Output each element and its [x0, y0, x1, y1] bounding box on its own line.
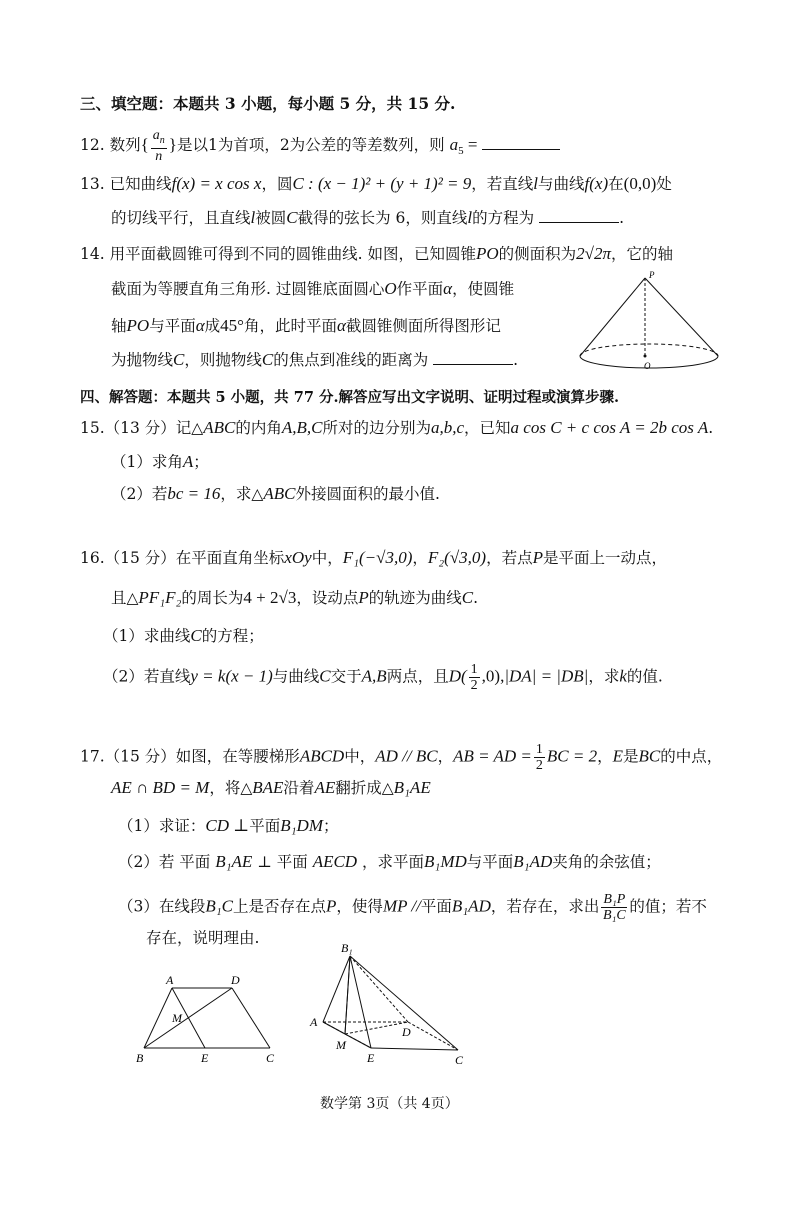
- q16-p2c: 交于: [330, 667, 362, 686]
- q14-text-2a: 截面为等腰直角三角形. 过圆锥底面圆心: [111, 280, 385, 298]
- q16-triangle: PF₁F₂: [138, 588, 182, 607]
- q12-eq: =: [463, 134, 482, 154]
- q17-2c: 沿着: [283, 779, 315, 797]
- cone-label-O: O: [644, 361, 651, 371]
- trap-label-D: D: [231, 973, 240, 987]
- cone-figure: [570, 268, 730, 378]
- q15-p2c: 外接圆面积的最小值.: [295, 485, 440, 503]
- q16-P: P: [532, 548, 543, 567]
- trapezoid-figure: [130, 966, 290, 1066]
- q17-p3a: （3）在线段: [118, 897, 206, 916]
- q12-fraction: [151, 128, 167, 164]
- q16-dist: |DA| = |DB|: [504, 666, 589, 686]
- q16-C3: C: [319, 666, 331, 686]
- question-13-line2: [111, 208, 624, 228]
- q17-part2: [118, 852, 661, 872]
- q16-half-num: 1: [470, 662, 478, 677]
- q17-ratio: [601, 892, 627, 923]
- folded-pyramid-figure: [305, 936, 485, 1068]
- q14-alpha2: α: [195, 316, 205, 335]
- question-13-line1: [80, 174, 672, 194]
- q16-F2: F₂(√3,0): [427, 548, 487, 567]
- q13-circle-eq: C : (x − 1)² + (y + 1)² = 9: [292, 174, 472, 193]
- q17-2b: ，将△: [209, 779, 253, 797]
- q17-half: [534, 742, 545, 773]
- q17-ratio-den: B₁C: [602, 908, 626, 923]
- q17-half-den: 2: [535, 758, 543, 773]
- trap-label-M: M: [172, 1011, 182, 1025]
- q17-p3c: 上是否存在点: [233, 897, 327, 916]
- q14-PO2: PO: [126, 316, 150, 335]
- q17-t5: 的中点，: [660, 747, 723, 766]
- q14-num: 14.: [80, 245, 105, 263]
- q16-P2: P: [358, 588, 369, 607]
- q17-p2e: ，求平面: [362, 853, 425, 871]
- q16-part1: [103, 626, 264, 646]
- pyr-label-E: E: [367, 1051, 375, 1065]
- q16-part2: [103, 662, 663, 693]
- q13-text-2c: 截得的弦长为 6，则直线: [297, 209, 468, 227]
- q12-frac-num-sub: n: [159, 134, 165, 146]
- q16-line-eq: y = k(x − 1): [190, 666, 273, 686]
- q17-p3P: P: [326, 896, 337, 916]
- q14-text-4c: 的焦点到准线的距离为: [273, 351, 429, 369]
- q14-O: O: [384, 279, 397, 298]
- q13-text-1c: 与曲线: [538, 175, 585, 193]
- q17-p3g: B₁AD: [451, 896, 491, 916]
- q13-text-2d: 的方程为: [472, 209, 535, 227]
- q16-xOy: xOy: [284, 548, 312, 567]
- q16-C: C: [461, 588, 474, 607]
- q17-p2c: ⊥ 平面: [257, 853, 308, 871]
- question-14-line1: [80, 244, 673, 264]
- q13-l3: l: [467, 208, 473, 227]
- q14-text-1c: ，它的轴: [611, 245, 674, 263]
- q17-p1b: CD ⊥: [205, 816, 250, 835]
- q17-BAE: BAE: [252, 778, 284, 797]
- q17-part3-line2: [146, 928, 259, 948]
- question-17-line2: [111, 778, 431, 798]
- q13-end: .: [619, 209, 625, 227]
- q14-answer-blank[interactable]: [433, 350, 513, 365]
- q17-half-num: 1: [535, 742, 543, 757]
- q17-p3h: ，若存在，求出: [490, 897, 600, 916]
- q13-text-1d: 在: [608, 175, 624, 193]
- q15-t2: 所对的边分别为: [322, 419, 431, 437]
- q14-alpha3: α: [336, 316, 346, 335]
- q17-t1: 中，: [344, 747, 376, 766]
- q13-circle-label: ，圆: [261, 175, 293, 193]
- q16-t1: 中，: [311, 549, 343, 567]
- q17-p3f: 平面: [420, 897, 452, 916]
- question-15-line1: [80, 418, 713, 438]
- q14-C: C: [173, 350, 185, 369]
- q16-half: [469, 662, 480, 693]
- q16-t3: 是平面上一动点，: [543, 549, 668, 567]
- q15-p2b: ，求△: [220, 485, 264, 503]
- q17-p2b: B₁AE: [215, 852, 253, 871]
- q16-t2: ，若点: [486, 549, 533, 567]
- q17-p2d: AECD: [312, 852, 358, 871]
- q14-text-4a: 为抛物线: [111, 351, 174, 369]
- q14-text-3c: 成: [204, 317, 221, 335]
- q17-p1e: ；: [322, 817, 339, 835]
- question-12: 12. 数列{ $\frac{a_n}{n}$ }是以1为首项，2为公差的等差数列，则 $a_5$ =: [80, 128, 560, 164]
- q12-answer-blank[interactable]: [482, 135, 560, 150]
- q15-angles: A,B,C: [281, 418, 323, 437]
- cone-label-P: P: [649, 270, 655, 280]
- q16-p2e: ，求: [588, 667, 620, 686]
- q15-sides: a,b,c: [430, 418, 465, 437]
- q17-p3i: 的值；若不: [629, 897, 707, 916]
- q17-ratio-num: B₁P: [603, 892, 626, 907]
- q17-eq: AB = AD =: [453, 746, 532, 766]
- pyr-label-M: M: [336, 1038, 346, 1052]
- q17-p1c: 平面: [249, 817, 281, 835]
- q16-2d: 的轨迹为曲线: [368, 589, 462, 607]
- q17-parallel: AD // BC: [375, 746, 438, 766]
- q17-head: 17.（15 分）如图，在等腰梯形: [80, 747, 300, 766]
- q13-text-1b: ，若直线: [471, 175, 534, 193]
- q16-D-end: ,0),: [481, 666, 505, 686]
- q16-2a: 且△: [111, 589, 139, 607]
- question-14-line4: [111, 350, 518, 370]
- q17-B1AE: B₁AE: [393, 778, 431, 797]
- q15-p2-cond: bc = 16: [167, 484, 221, 503]
- q16-D: D(: [448, 666, 467, 686]
- question-16-line1: [80, 548, 667, 568]
- q15-p1: （1）求角: [111, 453, 183, 471]
- q16-p2b: 与曲线: [272, 667, 320, 686]
- q13-text-2b: 被圆: [255, 209, 287, 227]
- q14-PO: PO: [475, 244, 499, 263]
- trap-label-E: E: [201, 1051, 209, 1065]
- q12-seq-label: 数列: [109, 135, 141, 154]
- q15-end: .: [708, 419, 714, 437]
- q16-p1b: 的方程；: [201, 627, 264, 645]
- q15-p2a: （2）若: [111, 485, 168, 503]
- q15-head: 15.（13 分）记△: [80, 419, 204, 437]
- q13-C: C: [286, 208, 298, 227]
- question-17-line1: [80, 742, 722, 773]
- q17-t3: ，: [597, 747, 613, 766]
- q13-l: l: [533, 174, 539, 193]
- q17-p1a: （1）求证：: [118, 817, 206, 835]
- q14-text-3a: 轴: [111, 317, 127, 335]
- q14-text-2b: 作平面: [396, 280, 444, 298]
- q15-ABC: ABC: [203, 418, 236, 437]
- q16-p2d: 两点，且: [386, 667, 449, 686]
- q15-p1-var: A: [182, 452, 194, 471]
- pyr-label-C: C: [455, 1053, 464, 1067]
- q16-2c: ，设动点: [296, 589, 359, 607]
- q16-AB: A,B: [361, 666, 387, 686]
- q14-text-3e: 截圆锥侧面所得图形记: [345, 317, 501, 335]
- q13-text-2a: 的切线平行，且直线: [111, 209, 251, 227]
- q12-term-sub: 5: [458, 145, 464, 157]
- q17-p3j: 存在，说明理由.: [146, 929, 260, 947]
- q16-sep: ，: [412, 549, 428, 567]
- q15-condition: a cos C + c cos A = 2b cos A: [510, 418, 709, 437]
- q16-k: k: [619, 666, 627, 686]
- q17-t2: ，: [437, 747, 454, 766]
- q15-part2: [111, 484, 440, 504]
- q17-2a: AE ∩ BD = M: [111, 778, 210, 797]
- q14-end: .: [513, 351, 519, 369]
- q14-text-3d: 角，此时平面: [243, 317, 337, 335]
- q13-fx: f(x): [584, 174, 609, 193]
- q13-text-1a: 已知曲线: [109, 175, 172, 193]
- q13-point: (0,0): [623, 174, 657, 193]
- q17-p2g: 与平面: [466, 853, 514, 871]
- q14-alpha: α: [443, 279, 453, 298]
- q17-part1: [118, 816, 339, 836]
- q16-2b: 的周长为: [181, 589, 244, 607]
- q14-C2: C: [261, 350, 274, 369]
- q17-ABCD: ABCD: [299, 746, 345, 766]
- q12-text: 是以1为首项，2为公差的等差数列，则: [176, 135, 445, 154]
- q17-p2f: B₁MD: [424, 852, 467, 871]
- q16-perimeter: 4 + 2√3: [243, 588, 297, 607]
- q17-eq2: BC = 2: [546, 746, 598, 766]
- q16-p1a: （1）求曲线: [103, 627, 191, 645]
- q15-part1: [111, 452, 209, 472]
- q13-l2: l: [250, 208, 256, 227]
- q15-t3: ，已知: [464, 419, 511, 437]
- pyr-label-A: A: [310, 1015, 318, 1029]
- q17-p3b: B₁C: [205, 896, 234, 916]
- page-footer: 数学第 3页（共 4页）: [320, 1096, 459, 1112]
- q15-t1: 的内角: [235, 419, 282, 437]
- q17-t4: 是: [623, 747, 639, 766]
- q14-text-4b: ，则抛物线: [184, 351, 262, 369]
- q16-p2f: 的值.: [626, 667, 663, 686]
- q14-text-2c: ，使圆锥: [452, 280, 515, 298]
- question-14-line2: [111, 279, 514, 299]
- q16-end: .: [473, 589, 479, 607]
- q16-p2a: （2）若直线: [103, 667, 191, 686]
- q12-frac-num: a: [152, 128, 160, 143]
- q14-area: 2√2π: [576, 244, 611, 263]
- q13-num: 13.: [80, 175, 105, 193]
- q14-text-1a: 用平面截圆锥可得到不同的圆锥曲线. 如图，已知圆锥: [109, 245, 476, 263]
- trap-label-C: C: [266, 1051, 275, 1065]
- q17-E: E: [612, 746, 624, 766]
- q17-p3d: ，使得: [336, 897, 383, 916]
- q12-term: a: [449, 134, 459, 154]
- q13-function: f(x) = x cos x: [171, 174, 262, 193]
- q12-num: 12.: [80, 135, 105, 154]
- trap-label-A: A: [166, 973, 174, 987]
- trap-label-B: B: [136, 1051, 144, 1065]
- q17-p2i: 夹角的余弦值；: [552, 853, 661, 871]
- q17-p1d: B₁DM: [280, 816, 323, 835]
- q13-answer-blank[interactable]: [539, 208, 619, 223]
- q12-frac-den: n: [155, 148, 163, 164]
- q16-half-den: 2: [470, 678, 478, 693]
- q14-text-1b: 的侧面积为: [498, 245, 577, 263]
- pyr-label-B1: B₁: [341, 941, 353, 955]
- section4-title: 四、解答题：本题共 5 小题，共 77 分.解答应写出文字说明、证明过程或演算步骤.: [80, 389, 620, 406]
- q15-ABC2: ABC: [263, 484, 296, 503]
- q17-AE: AE: [314, 778, 336, 797]
- q17-2d: 翻折成△: [335, 779, 394, 797]
- q14-text-3b: 与平面: [149, 317, 196, 335]
- q15-p1-end: ；: [193, 453, 209, 471]
- q17-p2a: （2）若 平面: [118, 853, 211, 871]
- q17-p3e: MP //: [382, 896, 421, 916]
- q16-F1: F₁(−√3,0): [342, 548, 413, 567]
- q17-p2h: B₁AD: [513, 852, 553, 871]
- q16-head: 16.（15 分）在平面直角坐标: [80, 549, 285, 567]
- pyr-label-D: D: [402, 1025, 411, 1039]
- q16-C2: C: [190, 626, 202, 645]
- q13-text-1e: 处: [656, 175, 672, 193]
- question-14-line3: [111, 316, 501, 336]
- q17-part3: [118, 892, 707, 923]
- section3-title: 三、填空题：本题共 3 小题，每小题 5 分，共 15 分.: [80, 94, 456, 113]
- q14-angle: 45°: [220, 316, 244, 335]
- q17-BC: BC: [638, 746, 661, 766]
- question-16-line2: [111, 588, 478, 608]
